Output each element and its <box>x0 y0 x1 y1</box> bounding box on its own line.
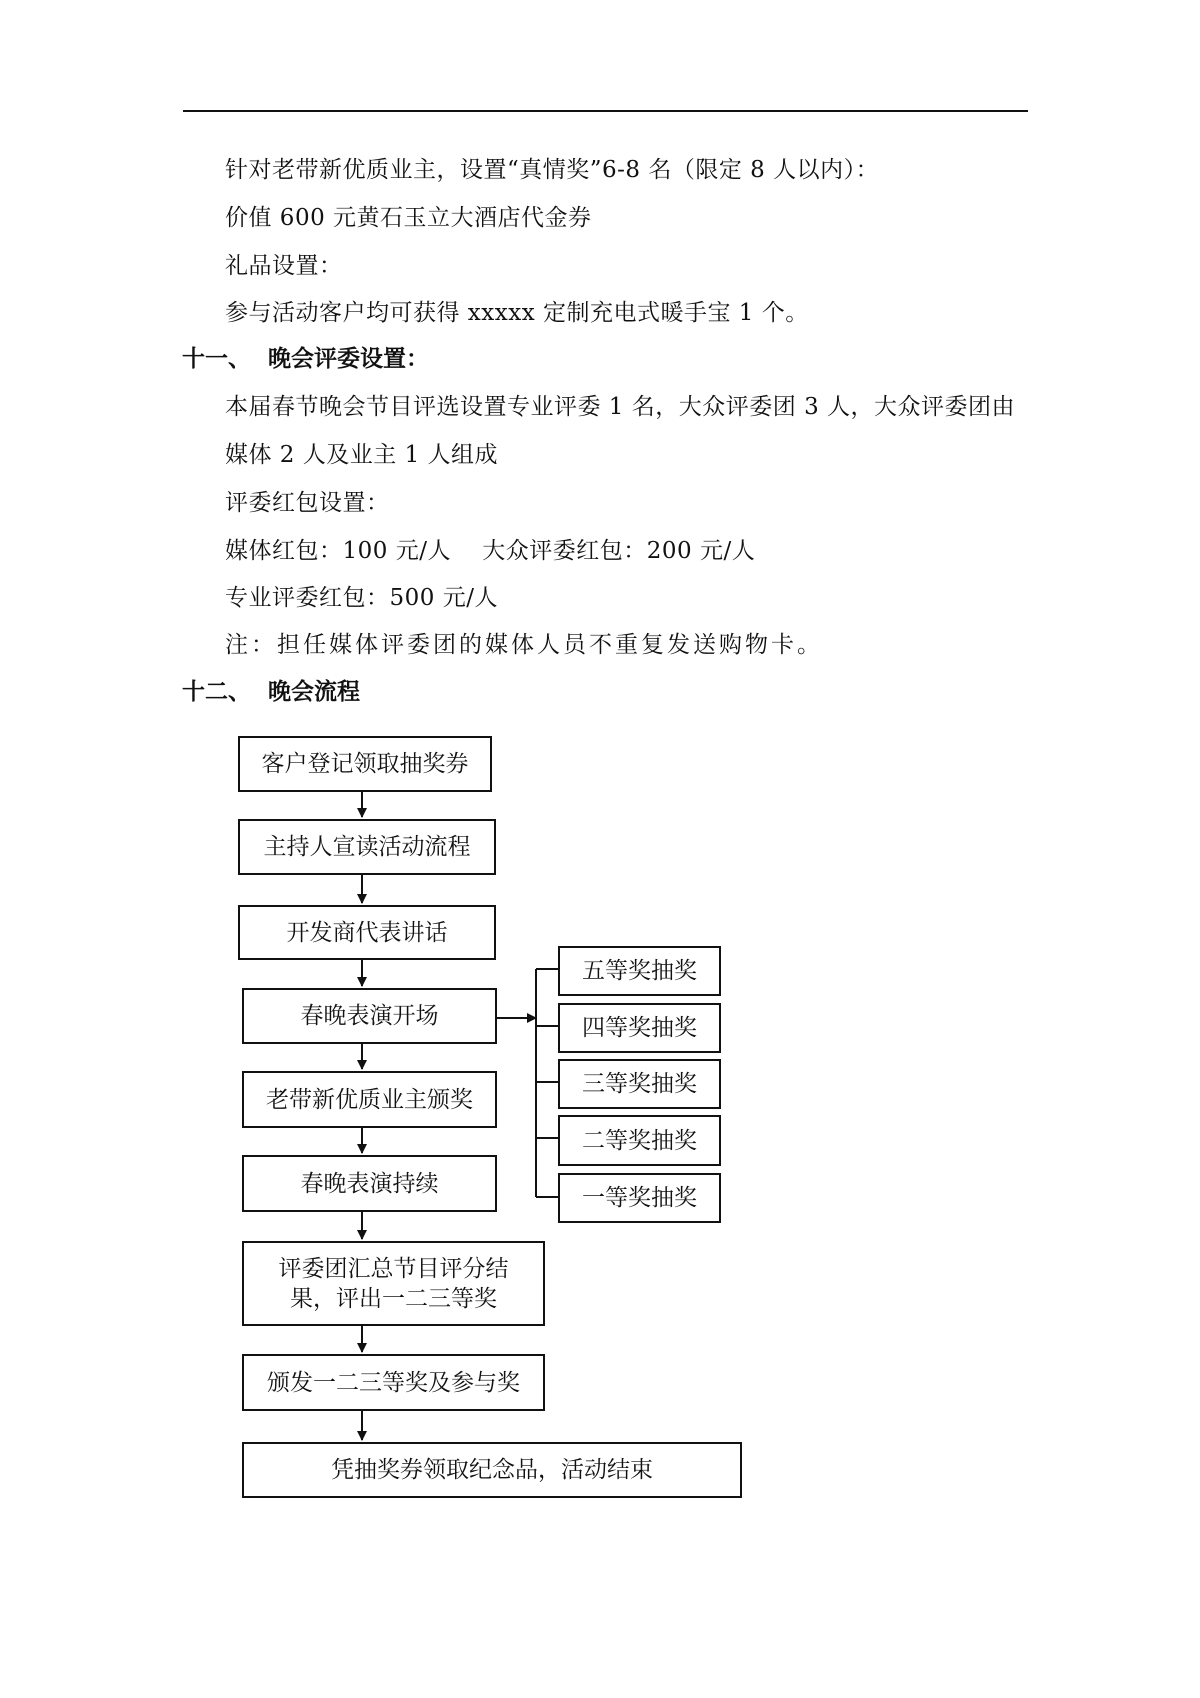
flow-step-award-ceremony: 颁发一二三等奖及参与奖 <box>242 1354 545 1411</box>
flow-step-developer-speech: 开发商代表讲话 <box>238 905 496 960</box>
paragraph-true-love-award: 针对老带新优质业主，设置“真情奖”6-8 名（限定 8 人以内）： <box>225 157 880 183</box>
branch-fourth-prize-draw: 四等奖抽奖 <box>558 1003 721 1053</box>
flow-step-show-continue: 春晚表演持续 <box>242 1155 497 1212</box>
flow-step-referral-award: 老带新优质业主颁奖 <box>242 1071 497 1128</box>
section-title: 晚会评委设置： <box>268 346 429 372</box>
section-title: 晚会流程 <box>268 679 360 705</box>
branch-fifth-prize-draw: 五等奖抽奖 <box>558 946 721 996</box>
paragraph-judge-composition-cont: 媒体 2 人及业主 1 人组成 <box>225 442 499 468</box>
branch-second-prize-draw: 二等奖抽奖 <box>558 1115 721 1166</box>
paragraph-red-packet-setting: 评委红包设置： <box>225 490 390 516</box>
paragraph-media-red-packet: 媒体红包：100 元/人 大众评委红包：200 元/人 <box>225 538 756 564</box>
paragraph-pro-judge-red-packet: 专业评委红包：500 元/人 <box>225 585 498 611</box>
flow-step-judges-summary: 评委团汇总节目评分结果，评出一二三等奖 <box>242 1241 545 1326</box>
branch-third-prize-draw: 三等奖抽奖 <box>558 1059 721 1109</box>
flow-step-registration: 客户登记领取抽奖券 <box>238 736 492 792</box>
paragraph-gift-setting: 礼品设置： <box>225 253 343 279</box>
section-number: 十一、 <box>182 346 251 372</box>
flow-step-host-reading: 主持人宣读活动流程 <box>238 819 496 875</box>
section-number: 十二、 <box>182 679 251 705</box>
branch-first-prize-draw: 一等奖抽奖 <box>558 1173 721 1223</box>
paragraph-note: 注：担任媒体评委团的媒体人员不重复发送购物卡。 <box>225 632 823 658</box>
paragraph-voucher: 价值 600 元黄石玉立大酒店代金券 <box>225 205 592 231</box>
paragraph-judge-composition: 本届春节晚会节目评选设置专业评委 1 名，大众评委团 3 人，大众评委团由 <box>225 394 1016 420</box>
paragraph-hand-warmer: 参与活动客户均可获得 xxxxx 定制充电式暖手宝 1 个。 <box>225 300 809 326</box>
flow-step-show-opening: 春晚表演开场 <box>242 988 497 1044</box>
flow-step-souvenir-end: 凭抽奖券领取纪念品，活动结束 <box>242 1442 742 1498</box>
